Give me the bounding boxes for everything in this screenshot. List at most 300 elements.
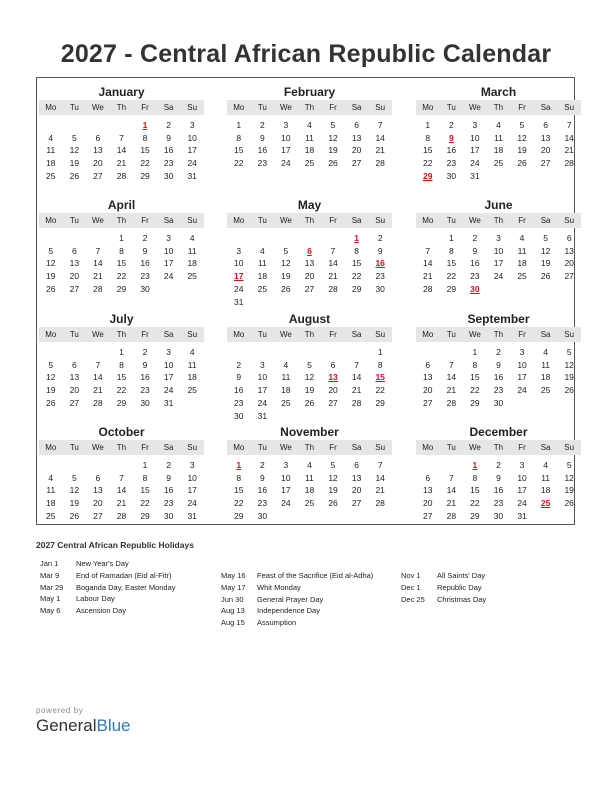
day-cell: 20 (93, 498, 103, 509)
weekday-label: Sa (163, 443, 174, 452)
day-cell: 20 (328, 385, 338, 396)
month-may (227, 191, 392, 307)
day-cell: 23 (234, 397, 244, 408)
day-cell: 22 (351, 271, 362, 282)
weekday-label: Fr (518, 443, 526, 452)
day-cell: 20 (304, 271, 315, 282)
day-cell: 3 (496, 233, 501, 243)
day-cell: 22 (423, 158, 433, 169)
day-cell: 19 (564, 485, 574, 496)
day-cell: 18 (257, 271, 268, 282)
day-cell: 1 (119, 347, 124, 357)
day-cell: 2 (166, 460, 171, 470)
weekday-label: Sa (351, 216, 362, 225)
day-cell: 21 (375, 145, 385, 156)
day-cell: 30 (234, 410, 244, 421)
weekday-label: Mo (233, 330, 245, 339)
weekday-label: Th (493, 443, 504, 452)
weekday-label: Su (375, 103, 386, 112)
day-cell: 22 (446, 271, 457, 282)
weekday-label: Th (304, 216, 315, 225)
day-cell: 28 (375, 498, 385, 509)
day-cell: 4 (259, 245, 265, 256)
weekday-label: We (279, 216, 292, 225)
day-cell: 9 (496, 359, 501, 370)
day-cell: 21 (375, 485, 385, 496)
day-cell: 23 (446, 158, 457, 169)
day-cell: 21 (446, 385, 457, 396)
day-cell: 15 (140, 145, 150, 156)
day-cell: 28 (375, 158, 385, 169)
weekday-header (39, 100, 204, 115)
day-cell: 10 (281, 472, 291, 483)
weekday-label: Sa (351, 330, 362, 339)
weekday-label: Tu (257, 443, 267, 452)
weekday-header (227, 100, 392, 115)
holiday-day: 13 (328, 372, 338, 383)
day-cell: 28 (93, 283, 103, 294)
day-cell: 15 (446, 258, 457, 269)
month-december (416, 418, 581, 530)
day-cell: 8 (142, 132, 148, 143)
day-cell: 19 (281, 271, 291, 282)
day-cell: 19 (564, 372, 574, 383)
weekday-label: Tu (69, 216, 79, 225)
weekday-label: Th (493, 216, 504, 225)
day-cell: 24 (163, 271, 174, 282)
day-cell: 29 (351, 283, 362, 294)
day-cell: 22 (116, 271, 127, 282)
day-cell: 28 (446, 397, 457, 408)
day-cell: 21 (446, 498, 457, 509)
holiday-day: 16 (375, 258, 385, 269)
day-cell: 15 (351, 258, 362, 269)
weekday-label: Mo (422, 330, 434, 339)
day-cell: 5 (71, 472, 77, 483)
weekday-label: Sa (163, 216, 174, 225)
day-cell: 7 (566, 120, 572, 130)
day-cell: 5 (283, 245, 289, 256)
day-cell: 6 (95, 472, 101, 483)
day-cell: 16 (234, 385, 244, 396)
day-cell: 12 (69, 145, 80, 156)
holiday-name: General Prayer Day (257, 594, 324, 604)
weekday-label: We (91, 103, 104, 112)
weekday-label: Fr (141, 103, 149, 112)
weekday-label: Mo (45, 330, 57, 339)
day-cell: 12 (46, 372, 56, 383)
calendar-grid (36, 77, 575, 525)
holiday-day: 1 (236, 460, 242, 470)
day-cell: 17 (187, 145, 197, 156)
weekday-label: Fr (141, 330, 149, 339)
day-cell: 28 (93, 397, 103, 408)
day-cell: 27 (351, 158, 362, 169)
day-cell: 28 (446, 510, 457, 521)
day-cell: 24 (187, 158, 197, 169)
day-cell: 24 (257, 397, 268, 408)
weekday-label: Su (564, 216, 575, 225)
day-cell: 30 (163, 510, 174, 521)
day-cell: 5 (71, 132, 77, 143)
day-cell: 24 (517, 498, 527, 509)
day-cell: 7 (425, 245, 431, 256)
day-cell: 11 (46, 485, 56, 496)
weekday-label: Sa (351, 103, 362, 112)
holiday-day: 1 (472, 460, 478, 470)
day-cell: 22 (234, 158, 244, 169)
day-cell: 27 (423, 397, 433, 408)
day-cell: 14 (351, 372, 362, 383)
day-cell: 29 (116, 397, 127, 408)
weekday-label: We (468, 216, 481, 225)
day-cell: 5 (48, 245, 54, 256)
day-cell: 11 (517, 245, 527, 256)
holiday-date: May 1 (40, 594, 61, 604)
day-cell: 27 (93, 170, 103, 181)
day-cell: 22 (234, 498, 244, 509)
weekday-label: We (468, 443, 481, 452)
day-cell: 20 (93, 158, 103, 169)
day-cell: 13 (423, 372, 433, 383)
day-cell: 31 (470, 170, 480, 181)
day-cell: 19 (69, 158, 80, 169)
holiday-name: Christmas Day (437, 594, 487, 604)
day-cell: 4 (48, 132, 54, 143)
day-cell: 22 (140, 158, 150, 169)
weekday-label: Mo (45, 103, 57, 112)
day-cell: 3 (189, 460, 195, 470)
day-cell: 8 (142, 472, 148, 483)
holiday-date: Jun 30 (221, 594, 244, 604)
day-cell: 12 (328, 472, 338, 483)
day-cell: 23 (375, 271, 385, 282)
month-name: September (467, 312, 530, 326)
day-cell: 10 (517, 359, 527, 370)
day-cell: 16 (140, 258, 150, 269)
day-cell: 3 (519, 460, 525, 470)
day-cell: 14 (93, 372, 103, 383)
holiday-date: May 17 (221, 582, 246, 592)
weekday-label: Fr (329, 443, 337, 452)
day-cell: 8 (472, 359, 478, 370)
weekday-label: Th (304, 103, 315, 112)
day-cell: 7 (448, 359, 454, 370)
day-cell: 15 (470, 372, 480, 383)
day-cell: 14 (446, 485, 457, 496)
day-cell: 12 (281, 258, 291, 269)
day-cell: 18 (187, 258, 197, 269)
weekday-label: Su (187, 443, 198, 452)
day-cell: 18 (304, 485, 315, 496)
day-cell: 14 (446, 372, 457, 383)
month-february (227, 78, 392, 190)
day-cell: 19 (540, 258, 551, 269)
day-cell: 1 (236, 120, 242, 130)
day-cell: 25 (187, 385, 197, 396)
day-cell: 26 (281, 283, 291, 294)
day-cell: 16 (163, 485, 174, 496)
day-cell: 8 (472, 472, 478, 483)
weekday-label: Su (375, 443, 386, 452)
day-cell: 14 (93, 258, 103, 269)
day-cell: 7 (377, 460, 383, 470)
day-cell: 21 (116, 498, 127, 509)
weekday-label: Th (116, 443, 127, 452)
day-cell: 4 (48, 472, 54, 483)
weekday-label: We (279, 103, 292, 112)
weekday-label: Su (187, 216, 198, 225)
weekday-label: Fr (141, 443, 149, 452)
day-cell: 17 (163, 372, 174, 383)
day-cell: 11 (541, 359, 551, 370)
day-cell: 6 (425, 359, 431, 370)
day-cell: 3 (236, 245, 242, 256)
weekday-label: Sa (540, 443, 551, 452)
month-name: May (297, 198, 322, 212)
weekday-label: Sa (540, 216, 551, 225)
day-cell: 30 (375, 283, 385, 294)
day-cell: 10 (517, 472, 527, 483)
day-cell: 10 (257, 372, 268, 383)
month-name: August (288, 312, 331, 326)
day-cell: 6 (71, 359, 77, 370)
day-cell: 31 (163, 397, 174, 408)
day-cell: 14 (564, 132, 574, 143)
holiday-name: End of Ramadan (Eid al-Fitr) (76, 570, 172, 580)
month-name: July (109, 312, 134, 326)
day-cell: 9 (259, 132, 265, 143)
weekday-label: Tu (69, 443, 79, 452)
day-cell: 22 (116, 385, 127, 396)
day-cell: 25 (517, 271, 527, 282)
day-cell: 26 (304, 397, 315, 408)
holidays-title: 2027 Central African Republic Holidays (36, 540, 194, 550)
weekday-label: We (468, 330, 481, 339)
weekday-label: Th (116, 330, 127, 339)
holiday-day: 1 (354, 233, 359, 243)
day-cell: 28 (116, 170, 127, 181)
weekday-label: Su (187, 330, 198, 339)
day-cell: 27 (423, 510, 433, 521)
month-september (416, 305, 581, 417)
day-cell: 27 (93, 510, 103, 521)
day-cell: 18 (493, 145, 504, 156)
day-cell: 20 (540, 145, 551, 156)
holiday-day: 1 (142, 120, 148, 130)
day-cell: 15 (140, 485, 150, 496)
day-cell: 15 (423, 145, 433, 156)
day-cell: 25 (304, 158, 315, 169)
day-cell: 7 (377, 120, 383, 130)
month-october (39, 418, 204, 530)
day-cell: 4 (543, 347, 548, 357)
day-cell: 29 (446, 283, 457, 294)
day-cell: 30 (257, 510, 268, 521)
day-cell: 18 (517, 258, 527, 269)
day-cell: 21 (423, 271, 433, 282)
day-cell: 17 (470, 145, 480, 156)
day-cell: 12 (564, 472, 574, 483)
weekday-label: Su (564, 443, 575, 452)
weekday-label: Fr (329, 216, 337, 225)
day-cell: 10 (470, 132, 480, 143)
day-cell: 4 (519, 233, 525, 243)
day-cell: 5 (330, 120, 336, 130)
day-cell: 17 (281, 145, 291, 156)
day-cell: 20 (351, 145, 362, 156)
day-cell: 8 (119, 245, 124, 256)
day-cell: 14 (375, 132, 385, 143)
day-cell: 23 (140, 271, 150, 282)
weekday-label: Mo (45, 443, 57, 452)
weekday-label: Tu (446, 330, 456, 339)
day-cell: 8 (236, 472, 242, 483)
day-cell: 27 (69, 283, 80, 294)
day-cell: 8 (354, 245, 359, 256)
weekday-label: Th (493, 103, 504, 112)
day-cell: 25 (304, 498, 315, 509)
day-cell: 4 (189, 233, 195, 243)
day-cell: 25 (46, 170, 56, 181)
weekday-label: Su (187, 103, 198, 112)
day-cell: 18 (46, 158, 56, 169)
day-cell: 30 (140, 397, 150, 408)
day-cell: 8 (425, 132, 431, 143)
day-cell: 26 (564, 385, 574, 396)
day-cell: 7 (95, 359, 101, 370)
day-cell: 20 (423, 498, 433, 509)
holiday-date: Nov 1 (401, 571, 421, 580)
holiday-name: Boganda Day, Easter Monday (76, 582, 176, 592)
day-cell: 4 (307, 460, 312, 470)
month-march (416, 78, 581, 190)
weekday-label: Tu (69, 103, 79, 112)
day-cell: 13 (351, 132, 362, 143)
weekday-header (39, 213, 204, 228)
month-name: January (98, 85, 145, 99)
day-cell: 2 (236, 359, 242, 370)
weekday-label: Fr (518, 216, 526, 225)
day-cell: 24 (517, 385, 527, 396)
day-cell: 12 (69, 485, 80, 496)
day-cell: 4 (283, 359, 289, 370)
day-cell: 16 (470, 258, 480, 269)
weekday-label: Sa (163, 103, 174, 112)
day-cell: 20 (69, 385, 80, 396)
day-cell: 6 (95, 132, 101, 143)
day-cell: 3 (259, 359, 265, 370)
holiday-name: New Year's Day (76, 559, 129, 568)
day-cell: 9 (166, 132, 171, 143)
day-cell: 10 (281, 132, 291, 143)
day-cell: 24 (470, 158, 480, 169)
day-cell: 16 (493, 485, 504, 496)
day-cell: 6 (354, 460, 359, 470)
day-cell: 24 (234, 283, 244, 294)
weekday-header (416, 440, 581, 455)
day-cell: 2 (472, 233, 478, 243)
day-cell: 14 (423, 258, 433, 269)
weekday-label: Th (116, 216, 127, 225)
holiday-day: 9 (448, 132, 454, 143)
day-cell: 20 (351, 485, 362, 496)
weekday-label: We (91, 216, 104, 225)
weekday-label: Tu (69, 330, 79, 339)
day-cell: 29 (375, 397, 385, 408)
day-cell: 6 (566, 233, 572, 243)
month-name: March (480, 85, 517, 99)
month-june (416, 191, 581, 303)
day-cell: 13 (93, 145, 103, 156)
holiday-date: Aug 13 (221, 606, 245, 616)
holiday-name: Assumption (257, 618, 297, 628)
day-cell: 26 (69, 510, 80, 521)
day-cell: 13 (304, 258, 315, 269)
day-cell: 24 (163, 385, 174, 396)
holiday-name: Labour Day (76, 594, 115, 604)
weekday-header (227, 440, 392, 455)
day-cell: 2 (259, 460, 265, 470)
day-cell: 2 (496, 460, 501, 470)
holiday-day: 15 (375, 372, 385, 383)
day-cell: 26 (46, 397, 56, 408)
day-cell: 13 (93, 485, 103, 496)
weekday-label: Su (564, 330, 575, 339)
day-cell: 17 (517, 485, 527, 496)
day-cell: 23 (493, 498, 504, 509)
day-cell: 17 (257, 385, 268, 396)
holiday-name: All Saints' Day (437, 571, 486, 580)
weekday-label: Tu (446, 216, 456, 225)
day-cell: 11 (187, 359, 197, 370)
day-cell: 22 (375, 385, 385, 396)
day-cell: 18 (304, 145, 315, 156)
weekday-label: Fr (329, 330, 337, 339)
day-cell: 26 (46, 283, 56, 294)
day-cell: 9 (496, 472, 501, 483)
weekday-label: Mo (422, 103, 434, 112)
day-cell: 25 (493, 158, 504, 169)
day-cell: 21 (116, 158, 127, 169)
weekday-label: Mo (233, 443, 245, 452)
day-cell: 16 (493, 372, 504, 383)
day-cell: 26 (540, 271, 551, 282)
weekday-label: Mo (45, 216, 57, 225)
day-cell: 29 (234, 510, 244, 521)
day-cell: 12 (46, 258, 56, 269)
weekday-label: Sa (351, 443, 362, 452)
day-cell: 29 (140, 510, 150, 521)
generalblue-logo[interactable] (36, 716, 131, 736)
weekday-label: Mo (233, 216, 245, 225)
day-cell: 4 (307, 120, 312, 130)
weekday-label: Fr (329, 103, 337, 112)
weekday-header (227, 213, 392, 228)
day-cell: 19 (328, 485, 338, 496)
day-cell: 5 (566, 347, 572, 357)
weekday-label: We (279, 330, 292, 339)
holiday-name: Republic Day (437, 582, 482, 592)
day-cell: 28 (564, 158, 574, 169)
day-cell: 16 (257, 145, 268, 156)
day-cell: 12 (328, 132, 338, 143)
day-cell: 27 (69, 397, 80, 408)
day-cell: 9 (236, 372, 242, 383)
holiday-day: 17 (234, 271, 244, 282)
day-cell: 11 (257, 258, 267, 269)
holiday-date: Aug 15 (221, 618, 245, 628)
